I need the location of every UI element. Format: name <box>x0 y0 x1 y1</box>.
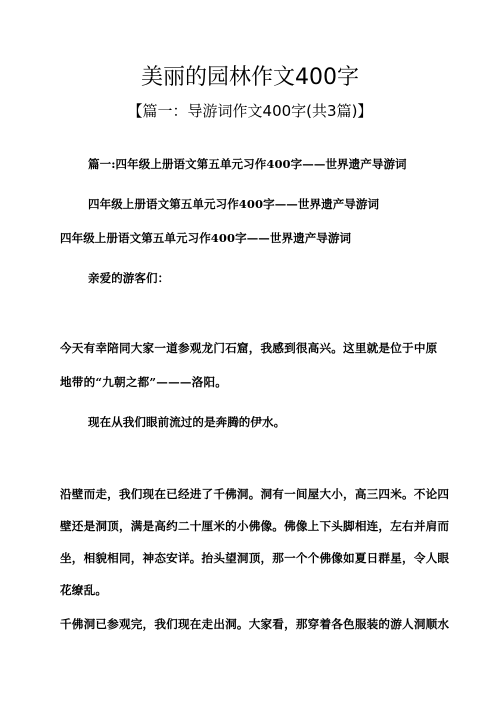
heading-2: 四年级上册语文第五单元习作400字——世界遗产导游词 <box>88 197 380 211</box>
document-subtitle: 【篇一：导游词作文400字(共3篇)】 <box>127 102 373 120</box>
paragraph-1-line-2: 地带的“九朝之都”———洛阳。 <box>60 375 228 389</box>
paragraph-3-line-2: 壁还是洞顶，满是高约二十厘米的小佛像。佛像上下头脚相连，左右并肩而 <box>60 519 450 533</box>
paragraph-2: 现在从我们眼前流过的是奔腾的伊水。 <box>88 415 286 429</box>
paragraph-3-line-1: 沿壁而走，我们现在已经进了千佛洞。洞有一间屋大小，高三四米。不论四 <box>60 487 450 501</box>
paragraph-3-line-4: 花缭乱。 <box>60 583 108 597</box>
paragraph-1-line-1: 今天有幸陪同大家一道参观龙门石窟，我感到很高兴。这里就是位于中原 <box>60 341 438 355</box>
heading-3: 四年级上册语文第五单元习作400字——世界遗产导游词 <box>60 231 352 245</box>
greeting: 亲爱的游客们： <box>88 271 170 285</box>
document-title: 美丽的园林作文400字 <box>141 65 359 90</box>
paragraph-4-line-1: 千佛洞已参观完，我们现在走出洞。大家看，那穿着各色服装的游人洞顺水 <box>60 617 450 631</box>
paragraph-3-line-3: 坐，相貌相同，神态安详。抬头望洞顶，那一个个佛像如夏日群星，令人眼 <box>60 551 450 565</box>
heading-1: 篇一:四年级上册语文第五单元习作400字——世界遗产导游词 <box>88 157 407 171</box>
